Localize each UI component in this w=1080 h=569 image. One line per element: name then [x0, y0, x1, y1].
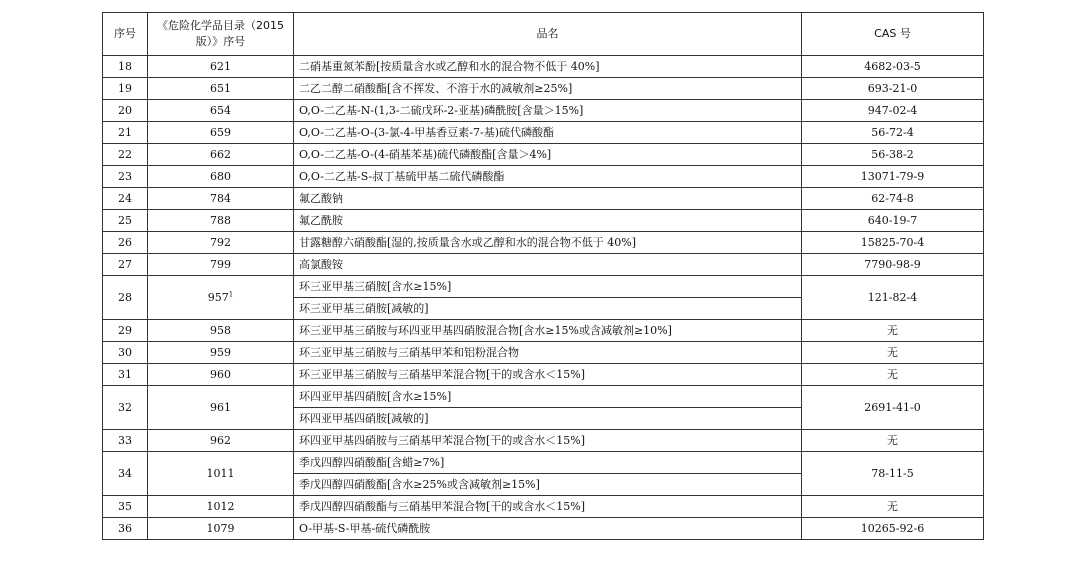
header-product-name: 品名	[294, 13, 802, 56]
cell-product-name: 二乙二醇二硝酸酯[含不挥发、不溶于水的减敏剂≥25%]	[294, 78, 802, 100]
table-row	[103, 56, 984, 78]
cell-product-name: O,O-二乙基-S-叔丁基硫甲基二硫代磷酸酯	[294, 166, 802, 188]
cell-product-name: 环三亚甲基三硝胺[减敏的]	[294, 298, 802, 320]
cell-catalog-number	[148, 210, 294, 232]
cell-product-name: 高氯酸铵	[294, 254, 802, 276]
cell-catalog-number	[148, 386, 294, 430]
cell-cas-number: 56-38-2	[802, 144, 984, 166]
cell-cas-number: 无	[802, 342, 984, 364]
table-row	[103, 518, 984, 540]
cell-product-name: 环四亚甲基四硝胺[含水≥15%]	[294, 386, 802, 408]
table-row	[103, 276, 984, 298]
table-row	[103, 430, 984, 452]
table-row	[103, 364, 984, 386]
cell-seq: 20	[103, 100, 148, 122]
cell-catalog-number	[148, 144, 294, 166]
table-row	[103, 254, 984, 276]
cell-product-name: 季戊四醇四硝酸酯[含水≥25%或含减敏剂≥15%]	[294, 474, 802, 496]
catalog-number-text: 662	[210, 147, 231, 161]
catalog-number-text: 1012	[206, 499, 235, 513]
cell-product-name: 环四亚甲基四硝胺[减敏的]	[294, 408, 802, 430]
catalog-number-text: 960	[210, 367, 231, 381]
catalog-number-text: 654	[210, 103, 231, 117]
header-row	[103, 13, 984, 56]
cell-product-name: 环三亚甲基三硝胺与三硝基甲苯混合物[干的或含水＜15%]	[294, 364, 802, 386]
cell-cas-number: 无	[802, 364, 984, 386]
table-row	[103, 496, 984, 518]
table-row	[103, 78, 984, 100]
cell-seq: 35	[103, 496, 148, 518]
header-cas-number: CAS 号	[802, 13, 984, 56]
cell-product-name: O,O-二乙基-O-(3-氯-4-甲基香豆素-7-基)硫代磷酸酯	[294, 122, 802, 144]
catalog-number-text: 1011	[206, 466, 235, 480]
catalog-number-text: 792	[210, 235, 231, 249]
cell-catalog-number	[148, 320, 294, 342]
footnote-marker: 1	[228, 289, 234, 298]
cell-product-name: 甘露糖醇六硝酸酯[湿的,按质量含水或乙醇和水的混合物不低于 40%]	[294, 232, 802, 254]
catalog-number-text: 680	[210, 169, 231, 183]
header-catalog-number: 《危险化学品目录（2015版）》序号	[148, 13, 294, 56]
cell-seq: 21	[103, 122, 148, 144]
cell-seq: 28	[103, 276, 148, 320]
cell-product-name: 氟乙酰胺	[294, 210, 802, 232]
catalog-number-text: 959	[210, 345, 231, 359]
cell-catalog-number	[148, 430, 294, 452]
cell-seq: 25	[103, 210, 148, 232]
cell-catalog-number	[148, 100, 294, 122]
cell-catalog-number	[148, 232, 294, 254]
cell-catalog-number	[148, 56, 294, 78]
cell-product-name: 环三亚甲基三硝胺与环四亚甲基四硝胺混合物[含水≥15%或含减敏剂≥10%]	[294, 320, 802, 342]
catalog-number-text: 957	[207, 290, 229, 304]
cell-catalog-number	[148, 254, 294, 276]
cell-seq: 31	[103, 364, 148, 386]
cell-seq: 23	[103, 166, 148, 188]
cell-product-name: 环四亚甲基四硝胺与三硝基甲苯混合物[干的或含水＜15%]	[294, 430, 802, 452]
catalog-number-text: 651	[210, 81, 231, 95]
table-header	[103, 13, 984, 56]
cell-seq: 29	[103, 320, 148, 342]
catalog-number-text: 788	[210, 213, 231, 227]
cell-cas-number: 121-82-4	[802, 276, 984, 320]
header-seq: 序号	[103, 13, 148, 56]
cell-cas-number: 947-02-4	[802, 100, 984, 122]
cell-seq: 27	[103, 254, 148, 276]
cell-product-name: 季戊四醇四硝酸酯[含蜡≥7%]	[294, 452, 802, 474]
catalog-number-text: 659	[210, 125, 231, 139]
cell-product-name: O,O-二乙基-O-(4-硝基苯基)硫代磷酸酯[含量＞4%]	[294, 144, 802, 166]
table-row	[103, 386, 984, 408]
table-row	[103, 144, 984, 166]
cell-cas-number: 62-74-8	[802, 188, 984, 210]
table-row	[103, 122, 984, 144]
cell-catalog-number	[148, 452, 294, 496]
cell-product-name: 二硝基重氮苯酚[按质量含水或乙醇和水的混合物不低于 40%]	[294, 56, 802, 78]
cell-seq: 30	[103, 342, 148, 364]
cell-product-name: 环三亚甲基三硝胺[含水≥15%]	[294, 276, 802, 298]
cell-seq: 19	[103, 78, 148, 100]
cell-catalog-number	[148, 122, 294, 144]
cell-product-name: O-甲基-S-甲基-硫代磷酰胺	[294, 518, 802, 540]
cell-cas-number: 56-72-4	[802, 122, 984, 144]
cell-seq: 22	[103, 144, 148, 166]
cell-seq: 36	[103, 518, 148, 540]
cell-cas-number: 无	[802, 320, 984, 342]
cell-product-name: O,O-二乙基-N-(1,3-二硫戊环-2-亚基)磷酰胺[含量＞15%]	[294, 100, 802, 122]
cell-cas-number: 2691-41-0	[802, 386, 984, 430]
catalog-number-text: 961	[210, 400, 231, 414]
table-row	[103, 452, 984, 474]
catalog-number-text: 1079	[206, 521, 235, 535]
table-row	[103, 342, 984, 364]
table-row	[103, 166, 984, 188]
cell-catalog-number	[148, 78, 294, 100]
cell-catalog-number	[148, 342, 294, 364]
hazardous-chemicals-table	[102, 12, 984, 540]
catalog-number-text: 799	[210, 257, 231, 271]
catalog-number-text: 958	[210, 323, 231, 337]
catalog-number-text: 962	[210, 433, 231, 447]
table-row	[103, 320, 984, 342]
cell-cas-number: 10265-92-6	[802, 518, 984, 540]
table-body	[103, 56, 984, 540]
cell-catalog-number	[148, 188, 294, 210]
cell-catalog-number	[148, 518, 294, 540]
catalog-number-text: 784	[210, 191, 231, 205]
table-row	[103, 232, 984, 254]
cell-catalog-number	[148, 496, 294, 518]
cell-product-name: 季戊四醇四硝酸酯与三硝基甲苯混合物[干的或含水＜15%]	[294, 496, 802, 518]
cell-cas-number: 13071-79-9	[802, 166, 984, 188]
cell-seq: 33	[103, 430, 148, 452]
cell-catalog-number	[148, 364, 294, 386]
cell-cas-number: 4682-03-5	[802, 56, 984, 78]
cell-cas-number: 640-19-7	[802, 210, 984, 232]
cell-cas-number: 无	[802, 430, 984, 452]
cell-seq: 34	[103, 452, 148, 496]
cell-catalog-number	[148, 166, 294, 188]
cell-product-name: 氟乙酸钠	[294, 188, 802, 210]
cell-cas-number: 7790-98-9	[802, 254, 984, 276]
table-row	[103, 100, 984, 122]
table-row	[103, 210, 984, 232]
table-row	[103, 188, 984, 210]
cell-seq: 26	[103, 232, 148, 254]
cell-cas-number: 693-21-0	[802, 78, 984, 100]
catalog-number-text: 621	[210, 59, 231, 73]
cell-seq: 18	[103, 56, 148, 78]
cell-seq: 32	[103, 386, 148, 430]
cell-product-name: 环三亚甲基三硝胺与三硝基甲苯和铝粉混合物	[294, 342, 802, 364]
cell-cas-number: 无	[802, 496, 984, 518]
cell-catalog-number	[148, 276, 294, 320]
cell-seq: 24	[103, 188, 148, 210]
cell-cas-number: 15825-70-4	[802, 232, 984, 254]
cell-cas-number: 78-11-5	[802, 452, 984, 496]
